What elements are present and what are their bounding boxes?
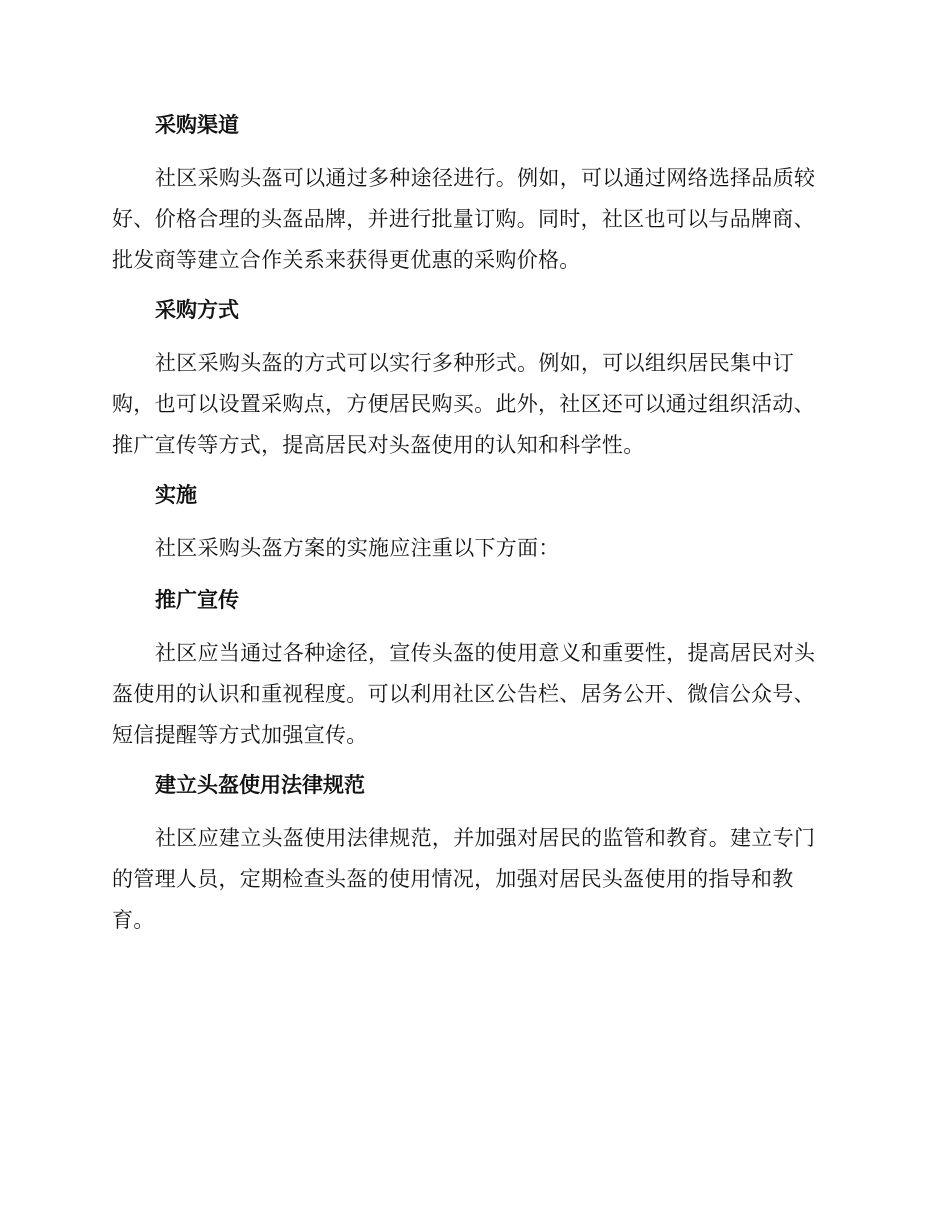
- section-heading: 实施: [155, 483, 197, 507]
- section-heading: 推广宣传: [155, 588, 239, 612]
- section-heading: 采购渠道: [155, 113, 239, 137]
- section-purchase-method: [112, 293, 832, 466]
- section-paragraph: 社区应当通过各种途径，宣传头盔的使用意义和重要性，提高居民对头盔使用的认识和重视程度。可以利用社区公告栏、居务公开、微信公众号、短信提醒等方式加强宣传。: [112, 641, 816, 747]
- section-purchase-channel: [112, 108, 832, 281]
- section-heading: 采购方式: [155, 298, 239, 322]
- section-paragraph: 社区采购头盔方案的实施应注重以下方面：: [155, 536, 560, 560]
- section-heading: 建立头盔使用法律规范: [155, 773, 365, 797]
- section-paragraph: 社区采购头盔可以通过多种途径进行。例如，可以通过网络选择品质较好、价格合理的头盔品牌，并进行批量订购。同时，社区也可以与品牌商、批发商等建立合作关系来获得更优惠的采购价格。: [112, 166, 816, 272]
- section-paragraph: 社区应建立头盔使用法律规范，并加强对居民的监管和教育。建立专门的管理人员，定期检查头盔的使用情况，加强对居民头盔使用的指导和教育。: [112, 826, 816, 932]
- section-paragraph: 社区采购头盔的方式可以实行多种形式。例如，可以组织居民集中订购，也可以设置采购点，方便居民购买。此外，社区还可以通过组织活动、推广宣传等方式，提高居民对头盔使用的认知和科学性。: [112, 351, 815, 457]
- section-legal-norms: [112, 768, 832, 941]
- section-implementation: [112, 478, 832, 569]
- document-page: [112, 108, 832, 953]
- section-promotion: [112, 583, 832, 756]
